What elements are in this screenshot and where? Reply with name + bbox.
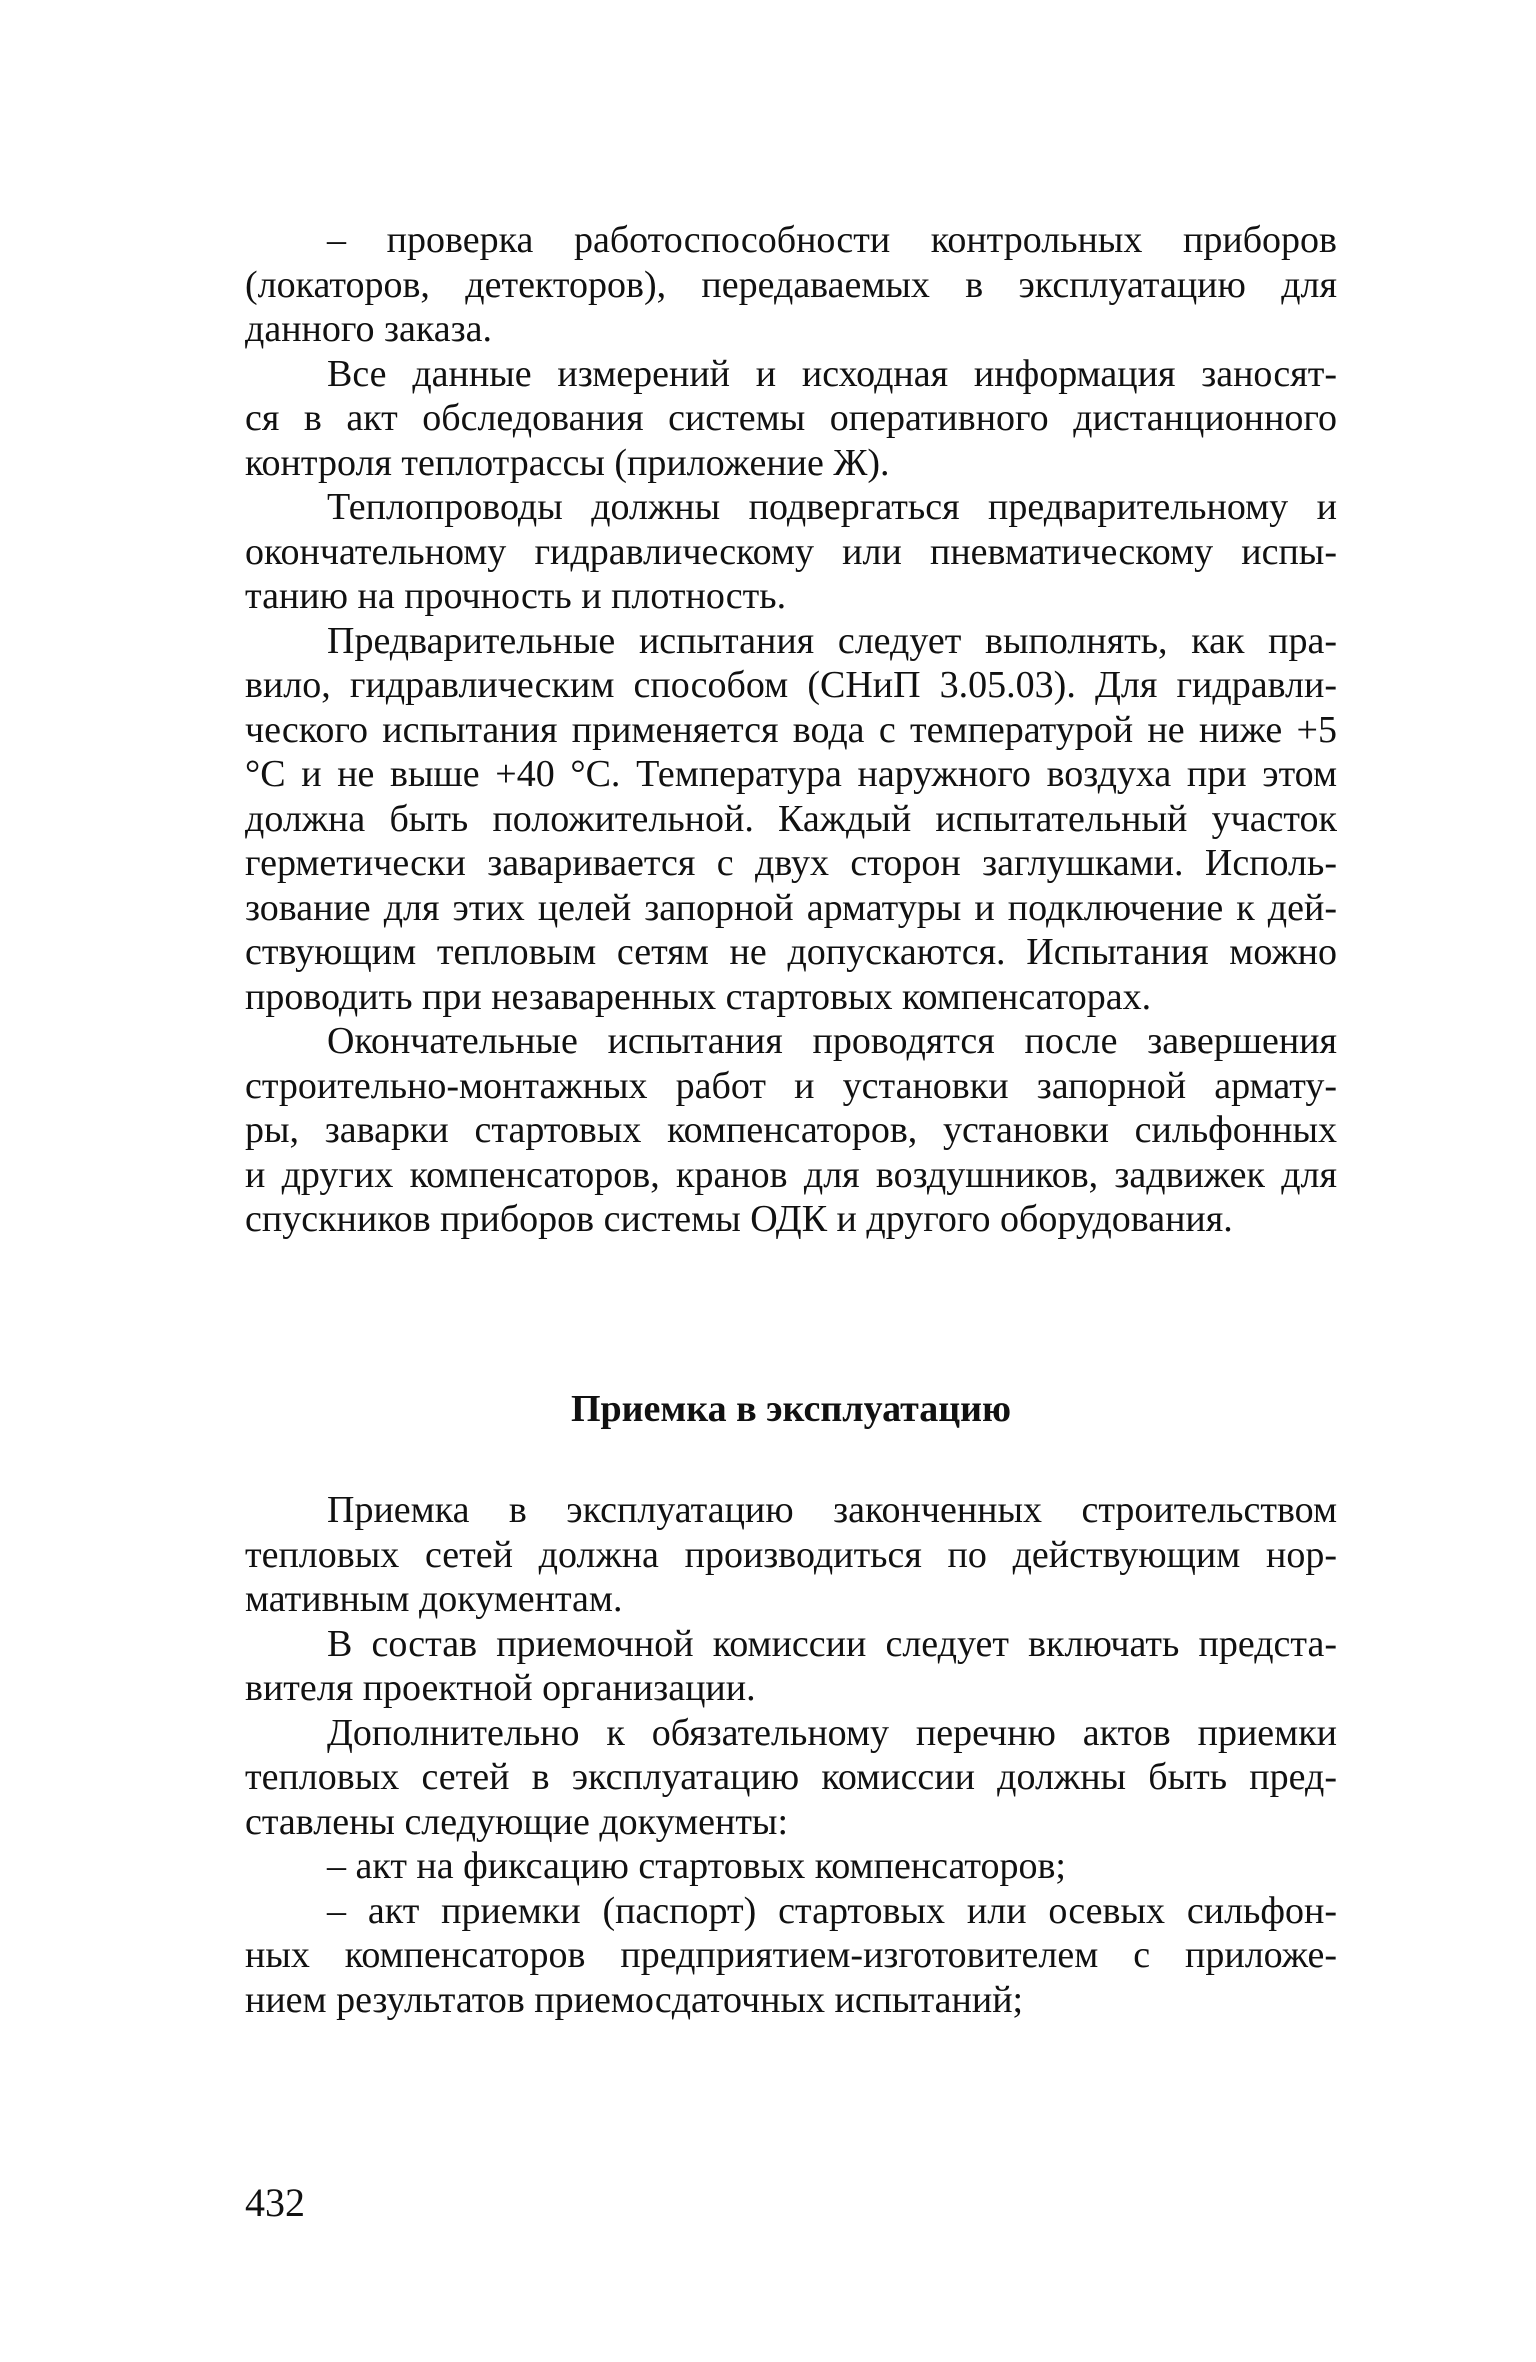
text-line: – проверка работоспособности контрольных приборов: [327, 219, 1337, 261]
text-line: ры, заварки стартовых компенсаторов, установки сильфонных: [245, 1109, 1337, 1151]
text-line: ся в акт обследования системы оперативного дистанционного: [245, 397, 1337, 439]
text-line: строительно-монтажных работ и установки запорной армату-: [245, 1064, 1337, 1107]
text-line: тепловых сетей в эксплуатацию комиссии должны быть пред-: [245, 1756, 1337, 1798]
text-line: окончательному гидравлическому или пневматическому испы-: [245, 530, 1337, 573]
text-line: ческого испытания применяется вода с температурой не ниже +5: [245, 708, 1337, 751]
text-line: ных компенсаторов предприятием-изготовителем с приложе-: [245, 1934, 1337, 1976]
text-line: Все данные измерений и исходная информация заносят-: [327, 352, 1337, 395]
page-number: 432: [245, 2180, 305, 2225]
text-line: В состав приемочной комиссии следует включать предста-: [327, 1622, 1337, 1665]
text-line: вило, гидравлическим способом (СНиП 3.05.03). Для гидравли-: [245, 664, 1337, 706]
text-line: вителя проектной организации.: [245, 1667, 756, 1709]
paragraph-preliminary-tests: [245, 619, 1337, 1020]
list-item-passport-act: [245, 1889, 1337, 2023]
paragraph-documents: [245, 1711, 1337, 1845]
text-line: нием результатов приемосдаточных испытаний;: [245, 1978, 1024, 2021]
list-item-fixation-act: [245, 1844, 1337, 1889]
text-line: ствующим тепловым сетям не допускаются. Испытания можно: [245, 931, 1337, 973]
text-line: – акт на фиксацию стартовых компенсаторов;: [327, 1845, 1066, 1887]
paragraph-acceptance: [245, 1488, 1337, 1622]
text-line: спускников приборов системы ОДК и другого оборудования.: [245, 1198, 1233, 1240]
text-line: – акт приемки (паспорт) стартовых или осевых сильфон-: [327, 1889, 1337, 1932]
paragraph-final-tests: [245, 1019, 1337, 1242]
text-line: Приемка в эксплуатацию законченных строительством: [327, 1489, 1337, 1531]
text-block-lower: [245, 1488, 1337, 2022]
paragraph-pipeline-testing: [245, 485, 1337, 619]
paragraph-commission: [245, 1622, 1337, 1711]
text-line: танию на прочность и плотность.: [245, 575, 787, 617]
text-line: мативным документам.: [245, 1578, 623, 1620]
text-line: и других компенсаторов, кранов для воздушников, задвижек для: [245, 1153, 1337, 1196]
text-line: зование для этих целей запорной арматуры и подключение к дей-: [245, 886, 1337, 929]
section-heading: Приемка в эксплуатацию: [570, 1388, 1012, 1430]
text-line: герметически заваривается с двух сторон заглушками. Исполь-: [245, 842, 1337, 884]
text-line: должна быть положительной. Каждый испытательный участок: [245, 797, 1337, 840]
text-block-upper: [245, 218, 1337, 1242]
text-line: °С и не выше +40 °С. Температура наружного воздуха при этом: [245, 753, 1337, 795]
paragraph-measurement-data: [245, 352, 1337, 486]
text-line: ставлены следующие документы:: [245, 1800, 789, 1843]
text-line: контроля теплотрассы (приложение Ж).: [245, 441, 890, 484]
text-line: данного заказа.: [245, 308, 493, 350]
text-line: проводить при незаваренных стартовых компенсаторах.: [245, 975, 1152, 1018]
text-line: (локаторов, детекторов), передаваемых в эксплуатацию для: [245, 263, 1337, 306]
paragraph-check-devices: [245, 218, 1337, 352]
text-line: тепловых сетей должна производиться по действующим нор-: [245, 1533, 1337, 1576]
text-line: Дополнительно к обязательному перечню актов приемки: [327, 1711, 1337, 1754]
text-line: Теплопроводы должны подвергаться предварительному и: [327, 486, 1337, 528]
text-line: Окончательные испытания проводятся после завершения: [327, 1020, 1337, 1062]
text-line: Предварительные испытания следует выполнять, как пра-: [327, 619, 1337, 662]
